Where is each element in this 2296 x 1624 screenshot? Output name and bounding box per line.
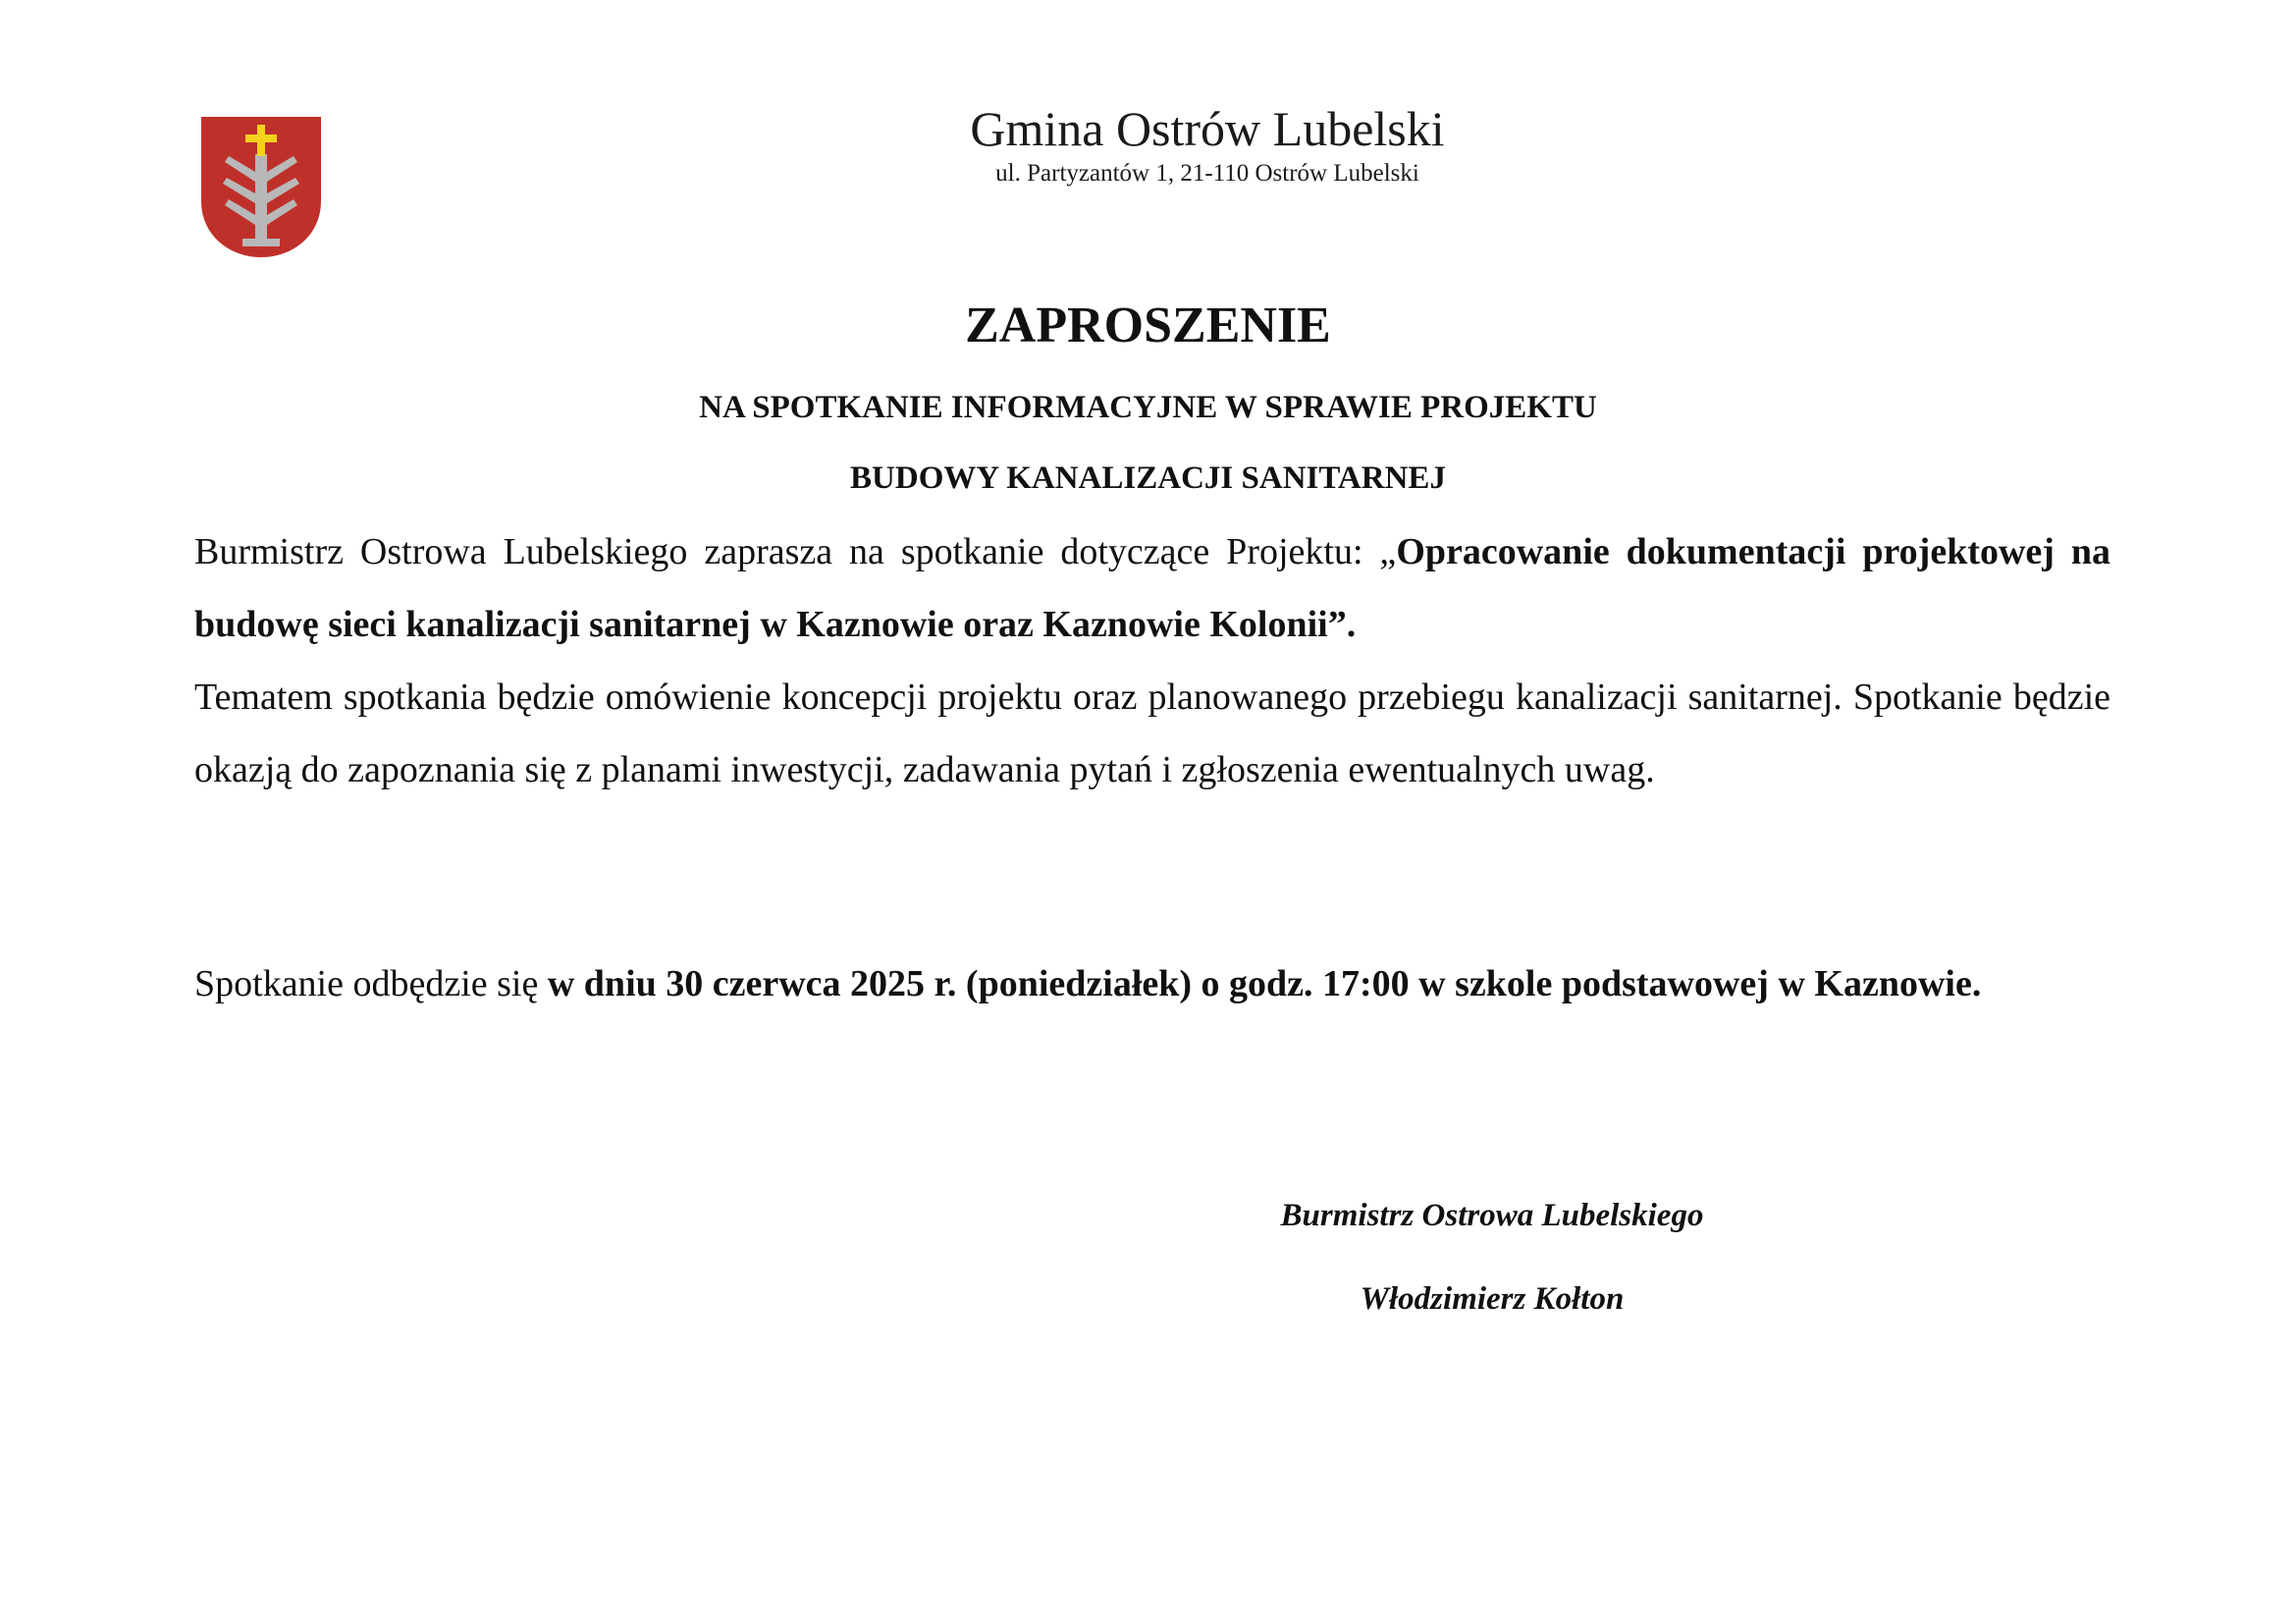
municipality-address: ul. Partyzantów 1, 21-110 Ostrów Lubelski bbox=[995, 160, 1419, 187]
signature-title: Burmistrz Ostrowa Lubelskiego bbox=[1280, 1198, 1704, 1233]
meeting-date-place: w dniu 30 czerwca 2025 r. (poniedziałek) o godz. 17:00 w szkole podstawowej w Kaznowie. bbox=[547, 963, 1982, 1004]
project-name: Opracowanie dokumentacji projektowej na budowę sieci kanalizacji sanitarnej w Kaznowie oraz Kaznowie Kolonii”. bbox=[194, 531, 2111, 645]
paragraph-meeting-details bbox=[194, 947, 2110, 1020]
municipality-name: Gmina Ostrów Lubelski bbox=[970, 101, 1445, 156]
letterhead bbox=[883, 98, 1531, 189]
coat-of-arms-icon bbox=[199, 115, 323, 259]
paragraph-topic: Tematem spotkania będzie omówienie koncepcji projektu oraz planowanego przebiegu kanalizacji sanitarnej. Spotkanie będzie okazją do zapoznania się z planami inwestycji, zadawania pytań i zgłoszenia ewentualnych uwag. bbox=[194, 677, 2110, 790]
document-title: ZAPROSZENIE bbox=[965, 298, 1331, 353]
paragraph-invitation bbox=[194, 515, 2110, 661]
signature-name: Włodzimierz Kołton bbox=[1360, 1281, 1625, 1317]
paragraph-invitation-intro: Burmistrz Ostrowa Lubelskiego zaprasza na spotkanie dotyczące Projektu: „ bbox=[194, 531, 1397, 572]
document-subtitle-line-1: NA SPOTKANIE INFORMACYJNE W SPRAWIE PROJEKTU bbox=[699, 390, 1597, 425]
meeting-intro: Spotkanie odbędzie się bbox=[194, 963, 548, 1004]
document-subtitle-line-2: BUDOWY KANALIZACJI SANITARNEJ bbox=[850, 460, 1446, 496]
